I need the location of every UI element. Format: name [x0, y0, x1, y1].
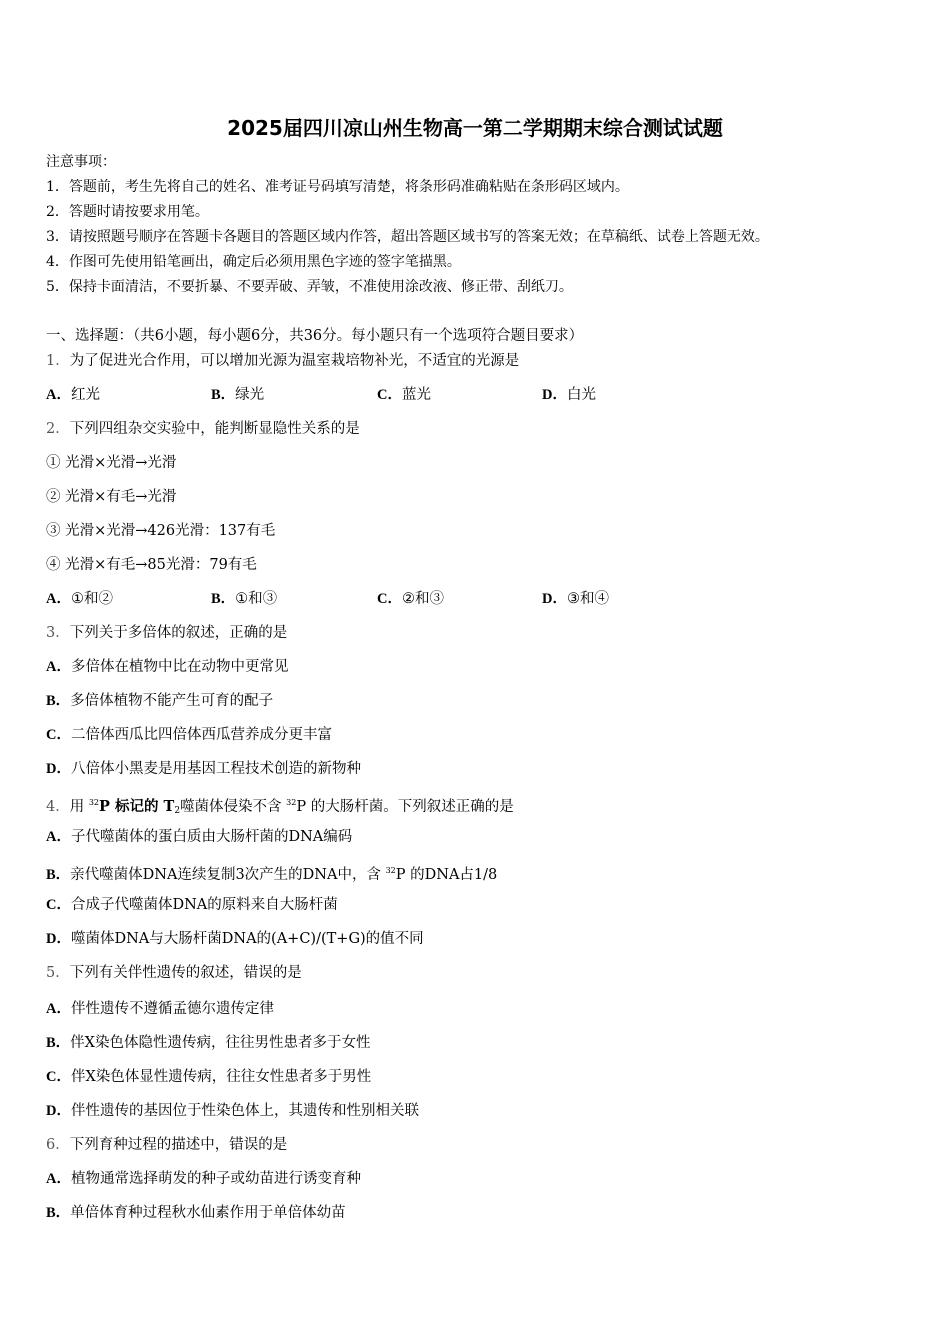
question-number: 2．	[46, 421, 70, 437]
question-number: 4．	[46, 799, 70, 815]
notice-item-2: 2．答题时请按要求用笔。	[46, 204, 209, 220]
question-number: 1．	[46, 353, 70, 369]
question-text: 下列育种过程的描述中，错误的是	[69, 1137, 288, 1153]
question-text: 为了促进光合作用，可以增加光源为温室栽培物补光，不适宜的光源是	[69, 353, 520, 369]
question-3-option-a: A．多倍体在植物中比在动物中更常见	[46, 659, 289, 675]
question-6-stem	[46, 1135, 287, 1155]
question-text: 下列关于多倍体的叙述，正确的是	[69, 625, 288, 641]
option-b: B．绿光	[211, 387, 265, 403]
option-a: A．①和②	[46, 591, 113, 607]
question-3-option-b: B．多倍体植物不能产生可育的配子	[46, 693, 274, 709]
option-d: D．③和④	[542, 591, 609, 607]
question-4-option-a: A．子代噬菌体的蛋白质由大肠杆菌的DNA编码	[46, 829, 353, 845]
page-title: 2025届四川凉山州生物高一第二学期期末综合测试试题	[227, 116, 723, 140]
question-6-option-b: B．单倍体育种过程秋水仙素作用于单倍体幼苗	[46, 1205, 346, 1221]
cross-statement-1: ① 光滑×光滑→光滑	[46, 455, 177, 471]
notice-item-3: 3．请按照题号顺序在答题卡各题目的答题区域内作答，超出答题区域书写的答案无效；在草稿纸、试卷上答题无效。	[46, 229, 769, 245]
option-c: C．蓝光	[377, 387, 431, 403]
question-4-stem: 4．用 $^{32}$P 标记的 $T_2$噬菌体侵染不含 $^{32}$P 的大肠杆菌。下列叙述正确的是	[46, 798, 514, 816]
notice-item-5: 5．保持卡面清洁，不要折暴、不要弄破、弄皱，不准使用涂改液、修正带、刮纸刀。	[46, 279, 573, 295]
question-number: 3．	[46, 625, 70, 641]
question-6-option-a: A．植物通常选择萌发的种子或幼苗进行诱变育种	[46, 1171, 361, 1187]
question-5-stem	[46, 963, 302, 983]
option-c: C．②和③	[377, 591, 444, 607]
question-text: 下列四组杂交实验中，能判断显隐性关系的是	[69, 421, 360, 437]
question-1-stem	[46, 351, 519, 371]
question-5-option-d: D．伴性遗传的基因位于性染色体上，其遗传和性别相关联	[46, 1103, 419, 1119]
cross-statement-4: ④ 光滑×有毛→85光滑：79有毛	[46, 557, 257, 573]
question-5-option-b: B．伴X染色体隐性遗传病，往往男性患者多于女性	[46, 1035, 371, 1051]
question-3-stem	[46, 623, 287, 643]
question-3-option-c: C．二倍体西瓜比四倍体西瓜营养成分更丰富	[46, 727, 332, 743]
question-3-option-d: D．八倍体小黑麦是用基因工程技术创造的新物种	[46, 761, 361, 777]
notice-item-4: 4．作图可先使用铅笔画出，确定后必须用黑色字迹的签字笔描黑。	[46, 254, 461, 270]
option-a: A．红光	[46, 387, 100, 403]
question-number: 5．	[46, 965, 70, 981]
cross-statement-2: ② 光滑×有毛→光滑	[46, 489, 177, 505]
notice-heading: 注意事项：	[46, 154, 116, 170]
question-text: 下列有关伴性遗传的叙述，错误的是	[69, 965, 302, 981]
section-heading: 一、选择题：（共6小题，每小题6分，共36分。每小题只有一个选项符合题目要求）	[46, 328, 584, 344]
question-5-option-a: A．伴性遗传不遵循孟德尔遗传定律	[46, 1001, 274, 1017]
question-number: 6．	[46, 1137, 70, 1153]
question-2-stem	[46, 419, 360, 439]
question-5-option-c: C．伴X染色体显性遗传病，往往女性患者多于男性	[46, 1069, 372, 1085]
question-4-option-c: C．合成子代噬菌体DNA的原料来自大肠杆菌	[46, 897, 338, 913]
question-4-option-b: B．亲代噬菌体DNA连续复制3次产生的DNA中，含 $^{32}$P 的DNA占1/8	[46, 866, 498, 883]
option-b: B．①和③	[211, 591, 278, 607]
cross-statement-3: ③ 光滑×光滑→426光滑：137有毛	[46, 523, 276, 539]
notice-item-1: 1．答题前，考生先将自己的姓名、准考证号码填写清楚，将条形码准确粘贴在条形码区域内。	[46, 179, 629, 195]
question-4-option-d: D．噬菌体DNA与大肠杆菌DNA的(A+C)/(T+G)的值不同	[46, 931, 424, 947]
option-d: D．白光	[542, 387, 596, 403]
